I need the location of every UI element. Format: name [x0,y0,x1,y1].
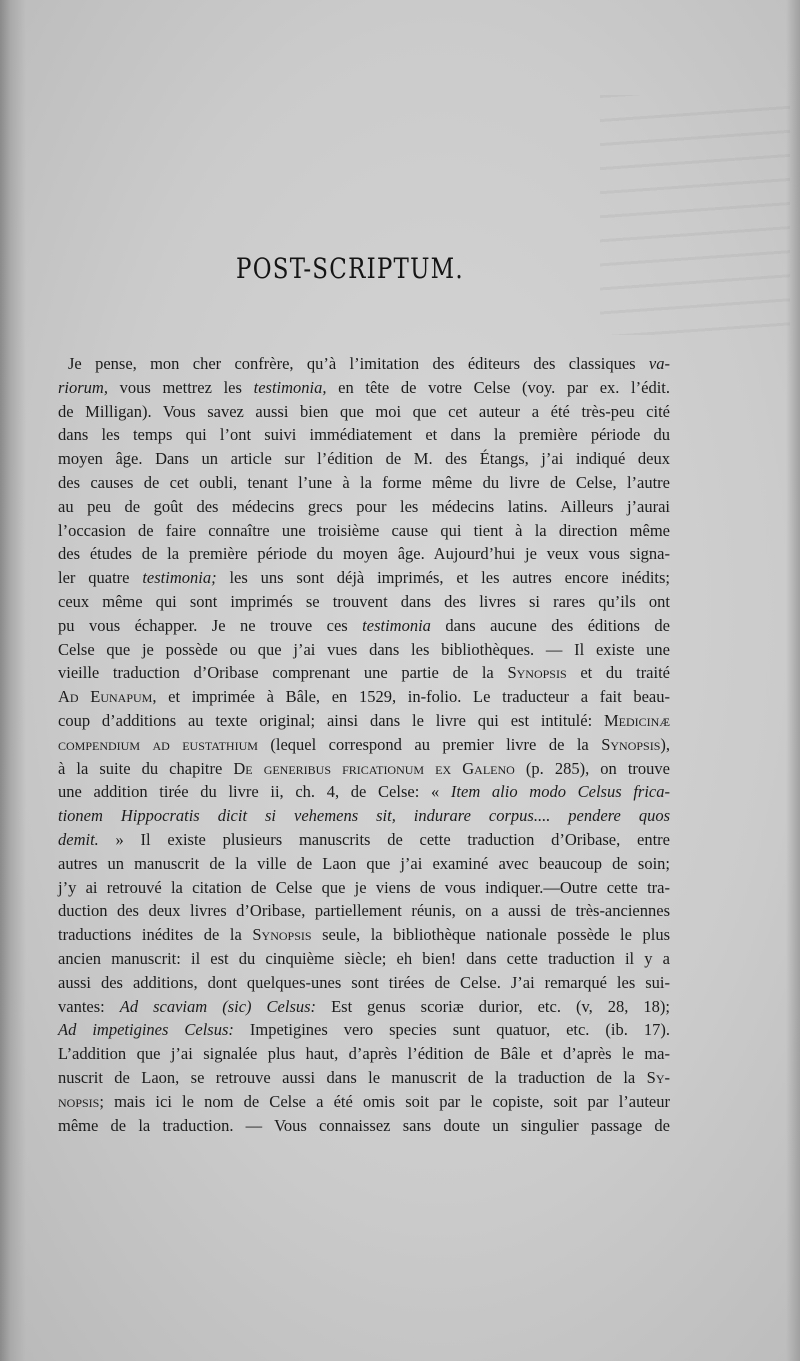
text-run: Celse que je possède ou que j’ai vues dans les bibliothèques. — Il existe une [58,639,670,659]
text-line [58,757,670,781]
text-line [58,471,670,495]
text-line [58,852,670,876]
text-line [58,495,670,519]
text-run: les uns sont déjà imprimés, et les autres encore inédits; [216,568,670,588]
text-run: autres un manuscrit de la ville de Laon que j’ai examiné avec beaucoup de soin; [58,853,670,873]
text-run: une addition tirée du livre ii, ch. 4, de Celse: « [58,782,451,802]
text-run: pu vous échapper. Je ne trouve ces [58,615,363,635]
small-caps-text: Synopsis [252,925,312,945]
italic-text: riorum, [58,377,108,397]
text-run: à la suite du chapitre [58,758,234,778]
text-line [58,519,670,543]
text-run: ; mais ici le nom de Celse a été omis soit par le copiste, soit par l’auteur [99,1091,670,1111]
text-run: Est genus scoriæ durior, etc. (v, 28, 18); [316,996,670,1016]
text-line [58,352,670,376]
text-run: et du traité [566,663,671,683]
text-line [58,899,670,923]
text-run: coup d’additions au texte original; ainsi dans le livre qui est intitulé: [58,710,604,730]
text-line [58,590,670,614]
text-run: aussi des additions, dont quelques-unes sont tirées de Celse. J’ai remarqué les sui- [58,972,670,992]
text-line [58,1066,670,1090]
text-run: j’y ai retrouvé la citation de Celse que je viens de vous indiquer.—Outre cette tra- [58,877,670,897]
text-run: seule, la bibliothèque nationale possède le plus [311,925,671,945]
text-line [58,661,670,685]
text-line [58,566,670,590]
text-run: » Il existe plusieurs manuscrits de cette traduction d’Oribase, entre [98,829,670,849]
text-run: en tête de votre Celse (voy. par ex. l’édit. [326,377,670,397]
text-line [58,1042,670,1066]
small-caps-text: Ad Eunapum [58,687,153,707]
body-paragraph [58,352,670,1137]
text-line [58,971,670,995]
italic-text: demit. [58,829,99,849]
italic-text: Ad impetigines Celsus: [58,1020,234,1040]
book-spine-shadow [0,0,26,1361]
text-run: ), [660,734,671,754]
text-line [58,614,670,638]
text-run: Impetigines vero species sunt quatuor, etc. (ib. 17). [233,1020,670,1040]
page-title: POST-SCRIPTUM. [236,252,464,285]
text-line [58,780,670,804]
italic-text: testimonia [362,615,431,635]
text-line [58,947,670,971]
text-run: même de la traduction. — Vous connaissez sans doute un singulier passage de [58,1115,670,1135]
text-run: traductions inédites de la [58,925,253,945]
small-caps-text: De generibus fricationum ex Galeno [233,758,515,778]
text-run: ceux même qui sont imprimés se trouvent dans des livres si rares qu’ils ont [58,591,670,611]
small-caps-text: Sy- [646,1067,670,1087]
small-caps-text: nopsis [58,1091,100,1111]
italic-text: Ad scaviam (sic) Celsus: [119,996,317,1016]
text-line [58,376,670,400]
text-run: vous mettrez les [107,377,254,397]
text-run: ler quatre [58,568,143,588]
small-caps-text: Synopsis [507,663,567,683]
text-run: moyen âge. Dans un article sur l’édition de M. des Étangs, j’ai indiqué deux [58,449,670,469]
text-run: ancien manuscrit: il est du cinquième siècle; eh bien! dans cette traduction il y a [58,948,670,968]
small-caps-text: Medicinæ [604,710,670,730]
text-line [58,1018,670,1042]
text-line [58,804,670,828]
text-run: , et imprimée à Bâle, en 1529, in-folio. Le traducteur a fait beau- [152,687,671,707]
text-run: de Milligan). Vous savez aussi bien que moi que cet auteur a été très-peu cité [58,401,670,421]
text-run: duction des deux livres d’Oribase, partiellement réunis, on a aussi de très-anciennes [58,901,670,921]
text-run: des causes de cet oubli, tenant l’une à la forme même du livre de Celse, l’autre [58,472,670,492]
text-line [58,685,670,709]
italic-text: Item alio modo Celsus frica- [450,782,670,802]
text-run: (p. 285), on trouve [514,758,670,778]
text-line [58,542,670,566]
small-caps-text: Synopsis [601,734,661,754]
text-run: nuscrit de Laon, se retrouve aussi dans le manuscrit de la traduction de la [58,1067,647,1087]
text-run: vieille traduction d’Oribase comprenant une partie de la [58,663,508,683]
italic-text: va- [648,354,670,373]
text-line [58,923,670,947]
text-line [58,423,670,447]
bleed-through-texture [600,95,790,335]
text-run: vantes: [58,996,120,1016]
text-line [58,876,670,900]
italic-text: tionem Hippocratis dicit si vehemens sit, indurare corpus.... pendere quos [58,806,670,826]
italic-text: testimonia; [142,568,217,588]
text-run: dans les temps qui l’ont suivi immédiatement et dans la première période du [58,425,670,445]
text-line [58,400,670,424]
italic-text: testimonia, [253,377,327,397]
text-run: des études de la première période du moyen âge. Aujourd’hui je veux vous signa- [58,544,670,564]
text-run: Je pense, mon cher confrère, qu’à l’imitation des éditeurs des classiques [68,354,649,373]
text-line [58,638,670,662]
text-line [58,709,670,733]
text-line [58,1090,670,1114]
text-line [58,447,670,471]
text-run: au peu de goût des médecins grecs pour les médecins latins. Ailleurs j’aurai [58,496,670,516]
text-line [58,828,670,852]
text-line [58,1114,670,1138]
text-run: dans aucune des éditions de [430,615,670,635]
text-line [58,733,670,757]
text-run: L’addition que j’ai signalée plus haut, d’après l’édition de Bâle et d’après le ma- [58,1044,670,1064]
text-line [58,995,670,1019]
text-run: l’occasion de faire connaître une troisième cause qui tient à la direction même [58,520,670,540]
text-run: (lequel correspond au premier livre de la [257,734,602,754]
small-caps-text: compendium ad eustathium [58,734,258,754]
